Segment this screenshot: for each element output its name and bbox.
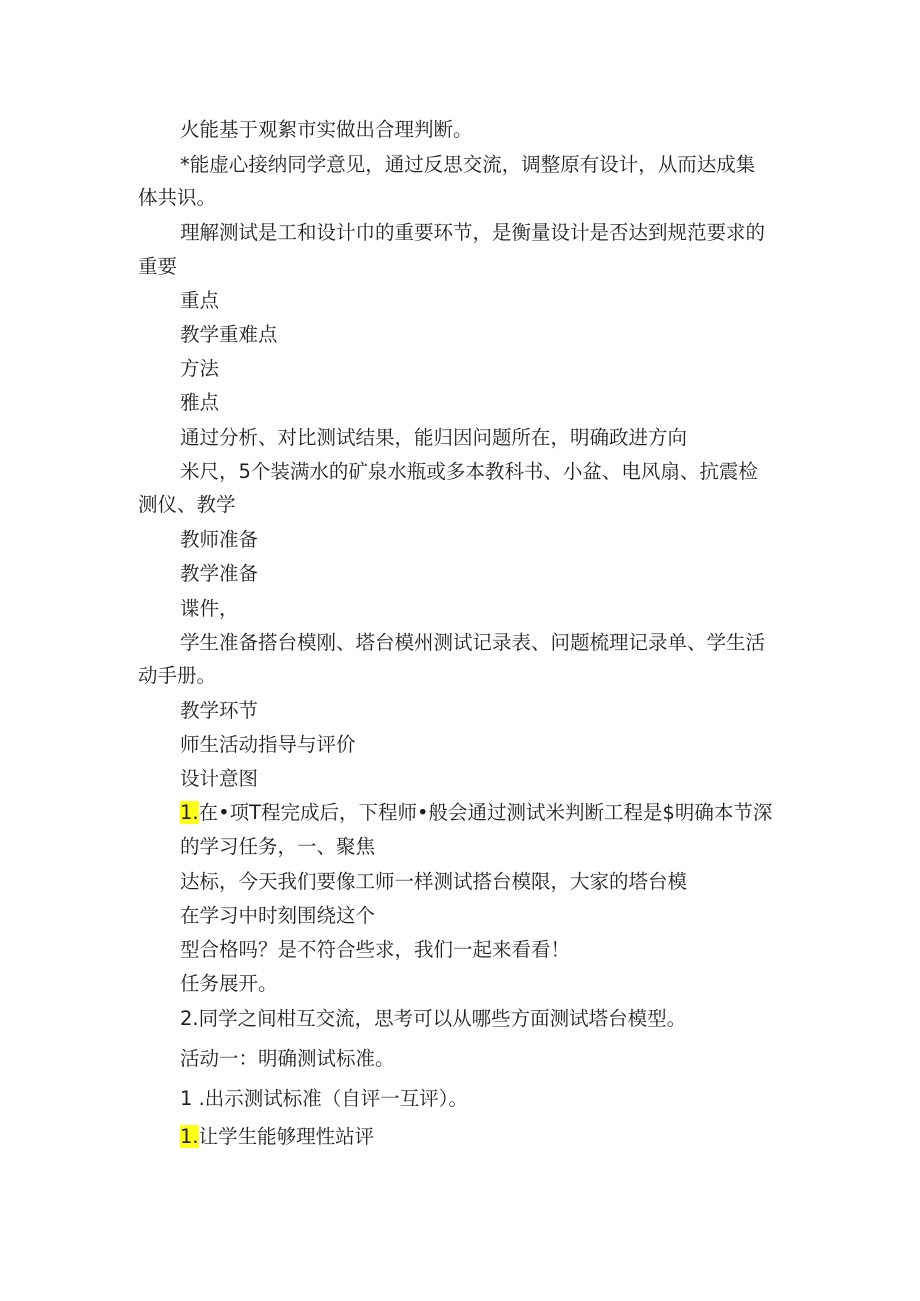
text-line	[180, 1087, 468, 1111]
line-text: 雅点	[180, 391, 220, 414]
text-line	[180, 733, 356, 757]
text-line	[180, 153, 755, 177]
text-line	[180, 323, 278, 347]
line-text: 重点	[180, 289, 220, 312]
line-text: 1 .出示测试标准（自评一互评）。	[180, 1087, 469, 1110]
text-line	[138, 664, 216, 688]
line-text: 理解测试是工和设计巾的重要环节，是衡量设计是否达到规范要求的	[180, 221, 766, 244]
line-text: 在•项T程完成后，下程师•般会通过测试米判断工程是$明确本节深	[198, 801, 773, 824]
text-line	[180, 597, 239, 621]
text-line	[180, 972, 278, 996]
line-text: 教师准备	[180, 528, 259, 551]
text-line	[180, 289, 219, 313]
line-text: 在学习中时刻围绕这个	[180, 904, 376, 927]
line-text: 让学生能够理性站评	[198, 1125, 375, 1148]
text-line	[180, 1007, 686, 1031]
text-line	[138, 186, 216, 210]
text-line	[180, 904, 375, 928]
text-line	[180, 562, 258, 586]
line-text: 的学习任务，一、聚焦	[180, 835, 376, 858]
text-line	[180, 870, 687, 894]
text-line	[180, 221, 765, 245]
line-text: 2.同学之间柑互交流，思考可以从哪些方面测试塔台模型。	[180, 1007, 687, 1030]
text-line	[180, 528, 258, 552]
text-line	[180, 118, 473, 142]
text-line	[180, 460, 758, 484]
text-line	[180, 699, 258, 723]
text-line	[180, 426, 687, 450]
highlighted-list-marker: 1.	[180, 1125, 199, 1148]
line-text: 动手册。	[138, 664, 217, 687]
text-line	[180, 357, 219, 381]
text-line	[180, 801, 772, 825]
line-text: 师生活动指导与评价	[180, 733, 356, 756]
line-text: 教学环节	[180, 699, 259, 722]
line-text: 教学准备	[180, 562, 259, 585]
text-line	[180, 391, 219, 415]
text-line	[138, 255, 177, 279]
line-text: 火能基于观絮市实做出合理判断。	[180, 118, 473, 141]
line-text: 米尺，5个装满水的矿泉水瓶或多本教科书、小盆、电风扇、抗震检	[180, 460, 758, 483]
text-line	[138, 493, 236, 517]
line-text: 型合格吗？是不符合些求，我们一起来看看！	[180, 938, 571, 961]
text-line	[180, 1047, 395, 1071]
line-text: 体共识。	[138, 186, 217, 209]
text-line	[180, 631, 765, 655]
text-line	[180, 938, 570, 962]
line-text: 活动一：明确测试标准。	[180, 1047, 395, 1070]
line-text: 测仪、教学	[138, 493, 236, 516]
line-text: 设计意图	[180, 767, 259, 790]
line-text: 谍件，	[180, 597, 239, 620]
line-text: 重要	[138, 255, 178, 278]
line-text: *能虚心接纳同学意见，通过反思交流，调整原有设计，从而达成集	[180, 153, 756, 176]
line-text: 方法	[180, 357, 220, 380]
line-text: 达标，今天我们要像工师一样测试搭台模限，大家的塔台模	[180, 870, 688, 893]
text-line	[180, 767, 258, 791]
line-text: 通过分析、对比测试结果，能归因问题所在，明确政进方向	[180, 426, 688, 449]
highlighted-list-marker: 1.	[180, 801, 199, 824]
line-text: 教学重难点	[180, 323, 278, 346]
text-line	[180, 1125, 374, 1149]
line-text: 任务展开。	[180, 972, 278, 995]
text-line	[180, 835, 375, 859]
line-text: 学生准备搭台模刚、塔台模州测试记录表、问题梳理记录单、学生活	[180, 631, 766, 654]
